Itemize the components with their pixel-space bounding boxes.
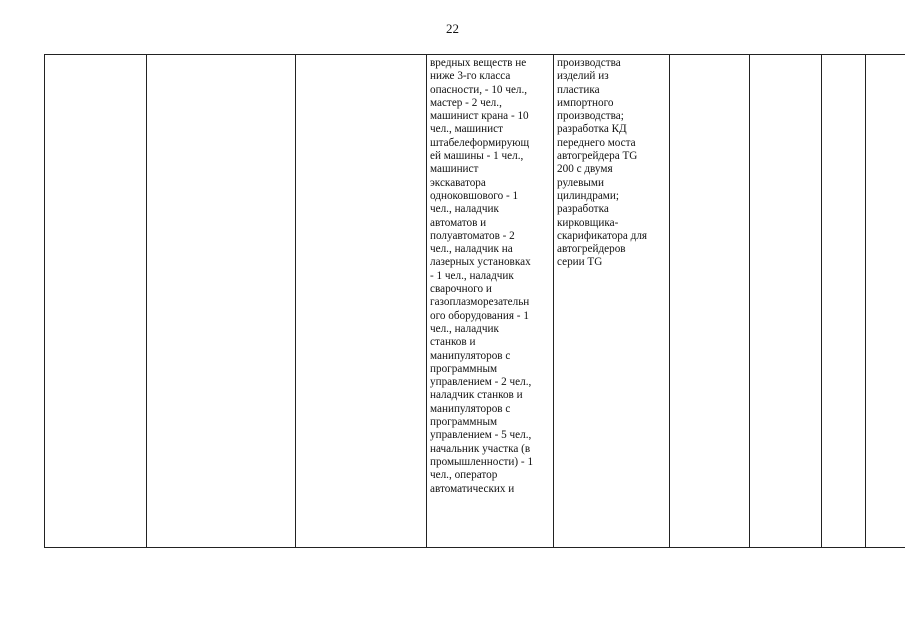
document-table bbox=[44, 54, 905, 548]
table-cell-col2 bbox=[147, 55, 296, 548]
table-cell-col8 bbox=[822, 55, 866, 548]
workers-list-text: вредных веществ не ниже 3-го класса опасности, - 10 чел., мастер - 2 чел., машинист крана - 10 чел., машинист штабелеформирующ ей машины - 1 чел., машинист экскаватора одноковшового - 1 чел., наладчик автоматов и полуавтоматов - 2 чел., наладчик на лазерных установках - 1 чел., наладчик сварочного и газоплазморезательн ого оборудования - 1 чел., наладчик станков и манипуляторов с программным управлением - 2 чел., наладчик станков и манипуляторов с программным управлением - 5 чел., начальник участка (в промышленности) - 1 чел., оператор автоматических и bbox=[430, 57, 534, 495]
table-cell-col4 bbox=[427, 55, 554, 548]
table-cell-col7 bbox=[750, 55, 822, 548]
table-cell-col9 bbox=[866, 55, 905, 548]
table-cell-col1 bbox=[45, 55, 147, 548]
table-cell-col6 bbox=[670, 55, 750, 548]
projects-list-text: производства изделий из пластика импортного производства; разработка КД переднего моста автогрейдера TG 200 с двумя рулевыми цилиндрами; разработка кирковщика- скарификатора для автогрейдеров серии TG bbox=[557, 57, 648, 269]
table-cell-col5 bbox=[554, 55, 670, 548]
page-number: 22 bbox=[446, 21, 459, 36]
table-cell-col3 bbox=[296, 55, 427, 548]
table-row bbox=[45, 55, 905, 548]
